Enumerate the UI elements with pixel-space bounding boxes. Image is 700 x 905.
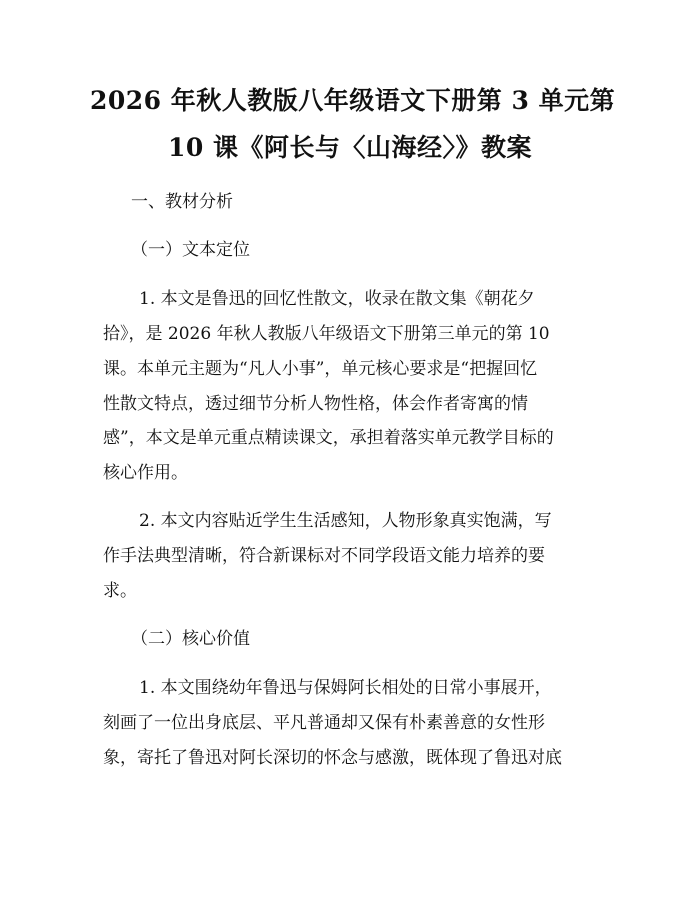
document-title-line-2: 10 课《阿长与〈山海经〉》教案 [168, 133, 532, 162]
paragraph-2-line-2: 作手法典型清晰，符合新课标对不同学段语文能力培养的要 [103, 546, 545, 566]
paragraph-1-line-2: 拾》，是 2026 年秋人教版八年级语文下册第三单元的第 10 [103, 324, 550, 344]
subsection-heading-core-value: （二）核心价值 [131, 629, 250, 649]
paragraph-1-line-5: 感”，本文是单元重点精读课文，承担着落实单元教学目标的 [103, 428, 554, 448]
subsection-heading-text-positioning: （一）文本定位 [131, 240, 250, 260]
paragraph-3-line-2: 刻画了一位出身底层、平凡普通却又保有朴素善意的女性形 [103, 713, 545, 733]
paragraph-2-line-1: 2. 本文内容贴近学生生活感知，人物形象真实饱满，写 [139, 511, 552, 531]
paragraph-1-line-1: 1. 本文是鲁迅的回忆性散文，收录在散文集《朝花夕 [139, 289, 535, 309]
paragraph-2-line-3: 求。 [103, 581, 137, 601]
paragraph-1-line-6: 核心作用。 [103, 463, 188, 483]
section-heading-teaching-material-analysis: 一、教材分析 [131, 192, 233, 212]
paragraph-3-line-3: 象，寄托了鲁迅对阿长深切的怀念与感激，既体现了鲁迅对底 [103, 748, 562, 768]
paragraph-3-line-1: 1. 本文围绕幼年鲁迅与保姆阿长相处的日常小事展开， [139, 678, 552, 698]
paragraph-1-line-3: 课。本单元主题为“凡人小事”，单元核心要求是“把握回忆 [103, 359, 538, 379]
document-title-line-1: 2026 年秋人教版八年级语文下册第 3 单元第 [90, 86, 616, 115]
paragraph-1-line-4: 性散文特点，透过细节分析人物性格，体会作者寄寓的情 [103, 394, 528, 414]
